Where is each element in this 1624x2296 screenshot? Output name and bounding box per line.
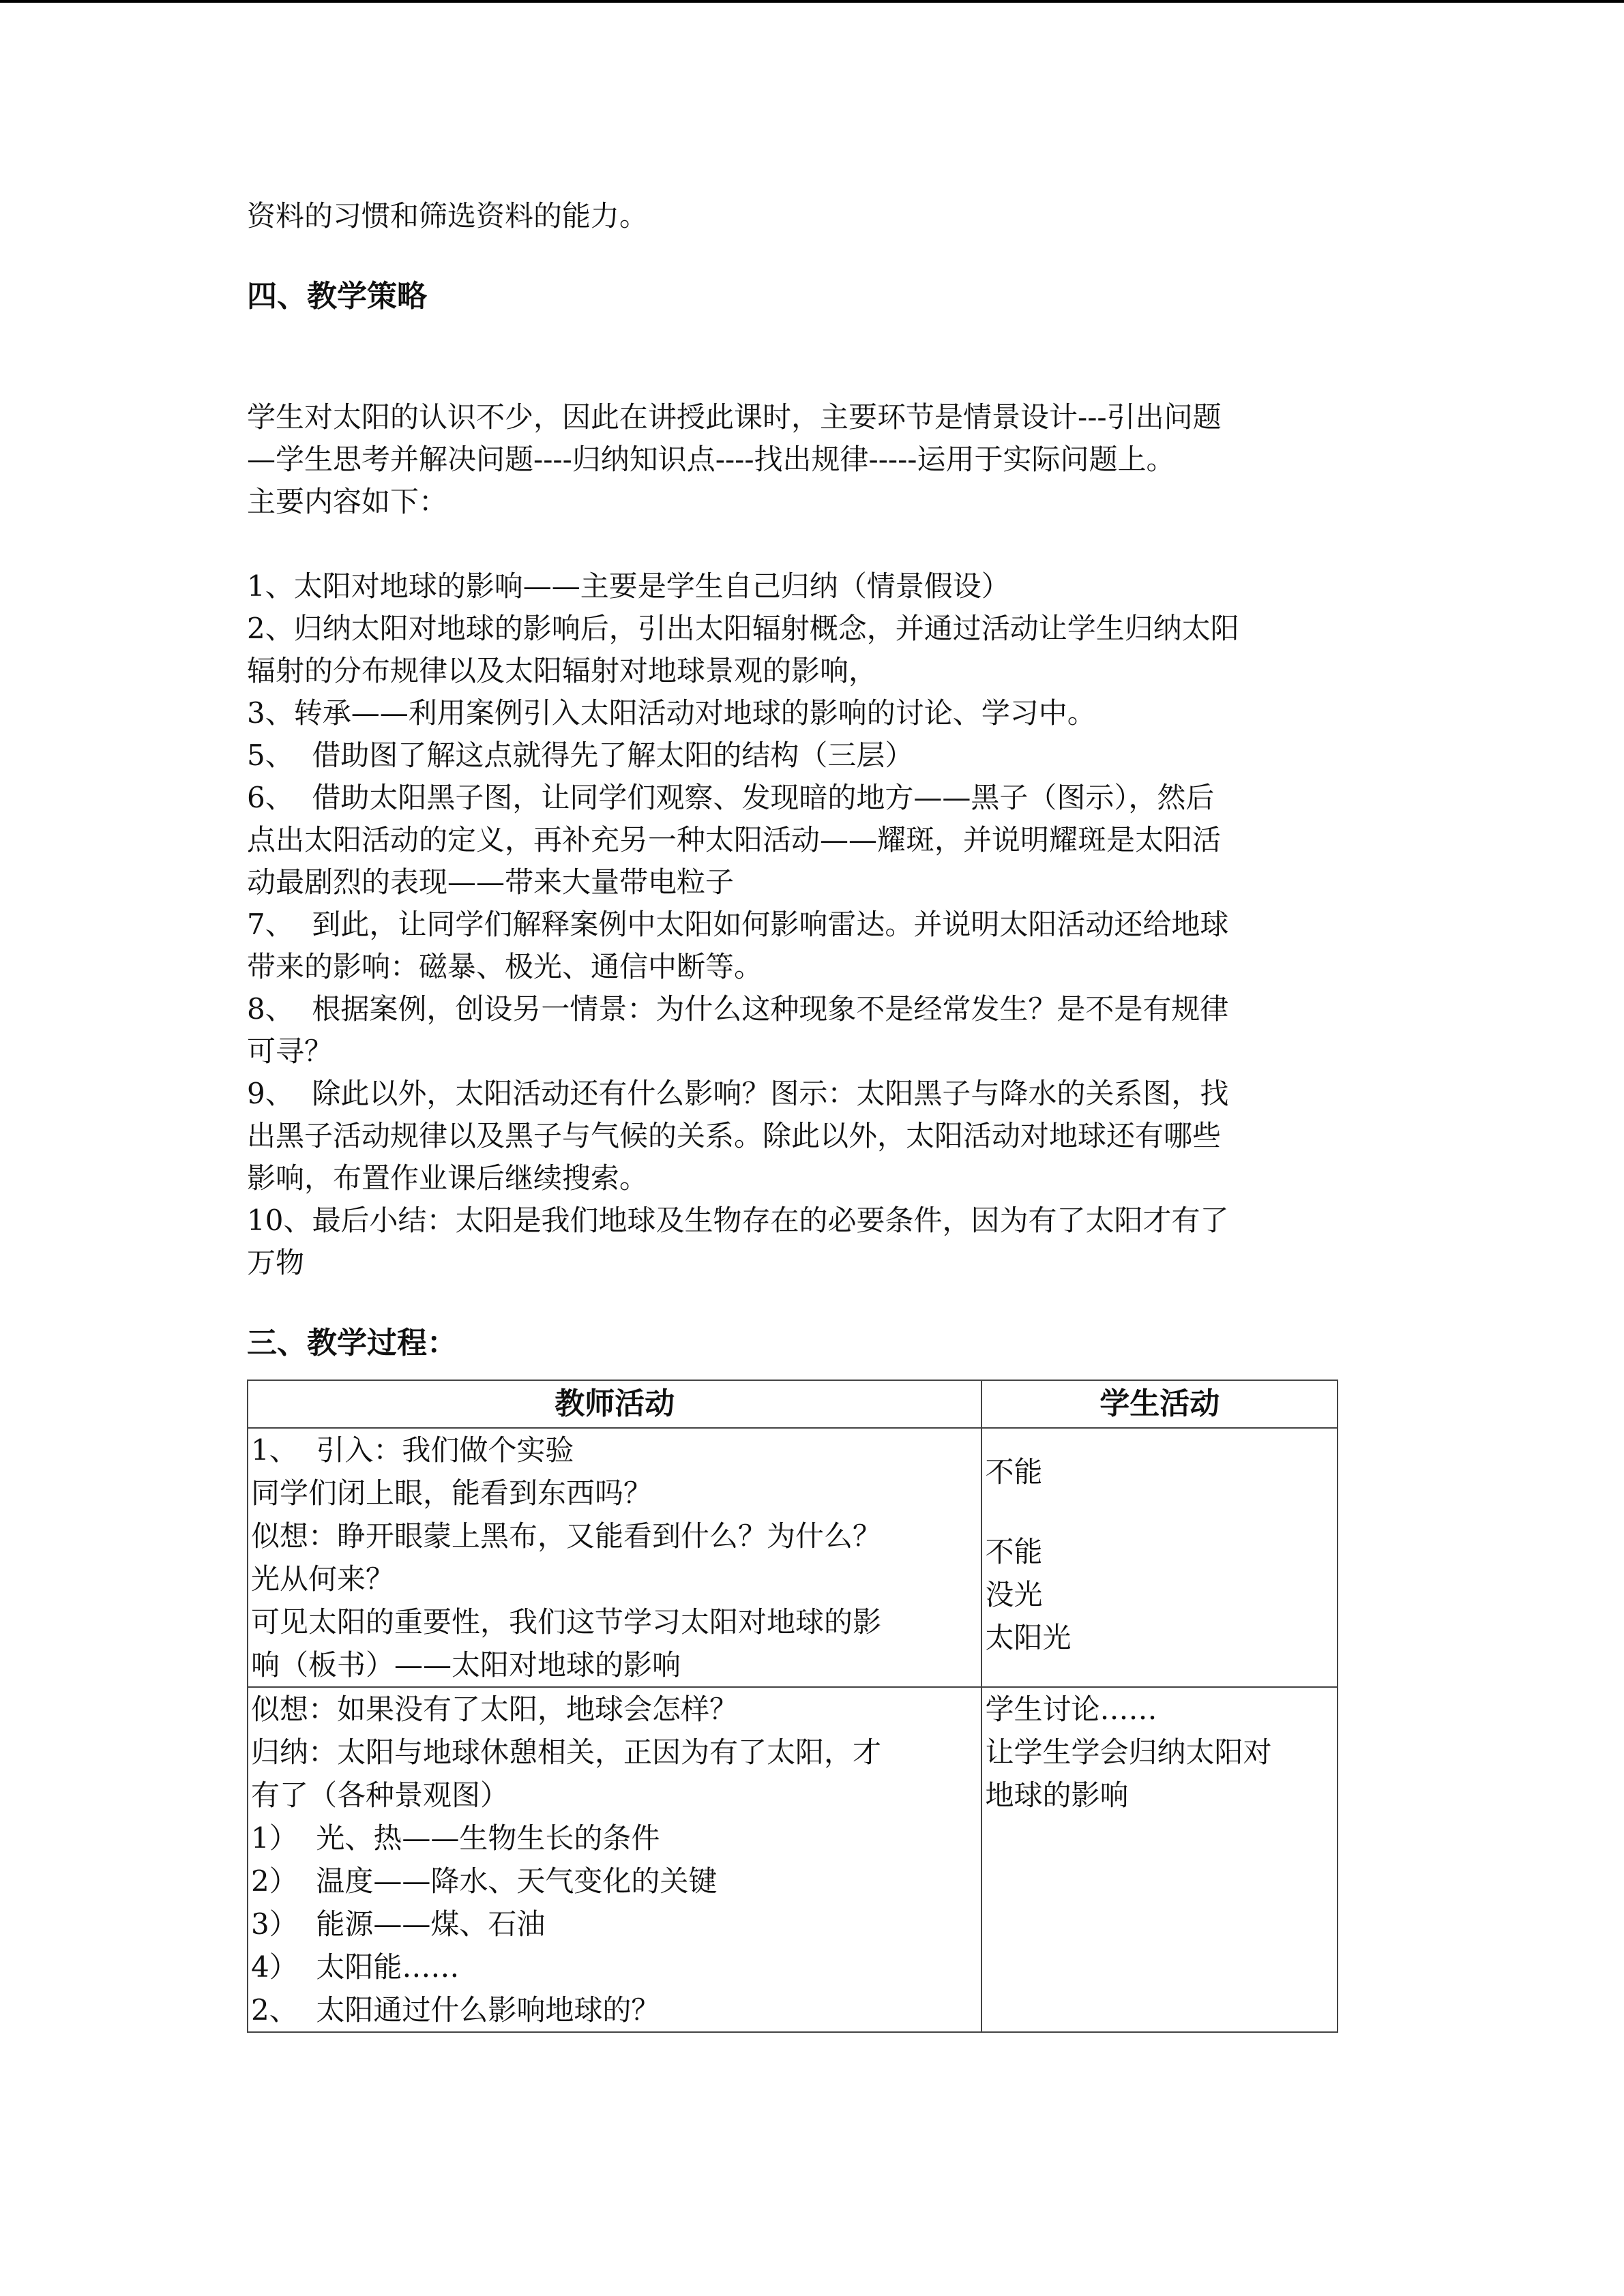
list-item	[247, 904, 1393, 988]
cell-line: 不能	[985, 1455, 1043, 1489]
list-item	[247, 608, 1393, 692]
cell-line: 3） 能源——煤、石油	[251, 1907, 546, 1941]
list-item-line: 万物	[247, 1246, 305, 1279]
table-row	[248, 1428, 1338, 1687]
strategy-list	[247, 565, 1393, 1284]
cell-line: 有了（各种景观图）	[251, 1778, 510, 1812]
student-activity-cell	[981, 1428, 1338, 1687]
cell-line: 响（板书）——太阳对地球的影响	[251, 1648, 681, 1682]
list-item-line: 辐射的分布规律以及太阳辐射对地球景观的影响，	[247, 654, 878, 687]
teaching-process-table	[247, 1380, 1338, 2033]
page-top-border	[0, 0, 1624, 3]
list-item-line: 1、太阳对地球的影响——主要是学生自己归纳（情景假设）	[247, 569, 1010, 603]
list-item-line: 点出太阳活动的定义，再补充另一种太阳活动——耀斑，并说明耀斑是太阳活	[247, 823, 1222, 856]
cell-line: 似想：如果没有了太阳，地球会怎样？	[251, 1693, 739, 1726]
strategy-line: 主要内容如下：	[247, 485, 448, 518]
list-item-line: 2、归纳太阳对地球的影响后，引出太阳辐射概念，并通过活动让学生归纳太阳	[247, 612, 1239, 645]
strategy-line: —学生思考并解决问题----归纳知识点----找出规律-----运用于实际问题上。	[247, 443, 1175, 476]
list-item-line: 可寻？	[247, 1034, 334, 1068]
cell-line: 地球的影响	[985, 1778, 1129, 1812]
student-activity-cell	[981, 1687, 1338, 2032]
list-item	[247, 1073, 1393, 1199]
cell-line: 可见太阳的重要性，我们这节学习太阳对地球的影	[251, 1605, 882, 1639]
cell-line: 没光	[985, 1578, 1043, 1611]
list-item-line: 10、最后小结：太阳是我们地球及生物存在的必要条件，因为有了太阳才有了	[247, 1204, 1229, 1237]
cell-line: 同学们闭上眼，能看到东西吗？	[251, 1476, 653, 1510]
cell-line: 1） 光、热——生物生长的条件	[251, 1821, 660, 1855]
list-item-line: 6、 借助太阳黑子图，让同学们观察、发现暗的地方——黑子（图示），然后	[247, 781, 1215, 814]
cell-line: 4） 太阳能……	[251, 1950, 460, 1984]
list-item-line: 7、 到此，让同学们解释案例中太阳如何影响雷达。并说明太阳活动还给地球	[247, 908, 1229, 941]
list-item	[247, 1199, 1393, 1284]
list-item	[247, 777, 1393, 904]
section-three-heading: 三、教学过程：	[247, 1326, 457, 1360]
list-item	[247, 734, 1393, 777]
table-row	[248, 1687, 1338, 2032]
student-activity-header: 学生活动	[981, 1380, 1338, 1428]
document-page	[247, 195, 1393, 2033]
teacher-activity-header: 教师活动	[248, 1380, 981, 1428]
teacher-activity-cell	[248, 1428, 981, 1687]
cell-line: 2） 温度——降水、天气变化的关键	[251, 1864, 718, 1898]
cell-line: 学生讨论……	[985, 1693, 1157, 1726]
strategy-paragraph	[247, 396, 1393, 523]
cell-line: 不能	[985, 1535, 1043, 1568]
teacher-activity-cell	[248, 1687, 981, 2032]
list-item	[247, 692, 1393, 734]
cell-line: 太阳光	[985, 1621, 1072, 1654]
list-item-line: 8、 根据案例，创设另一情景：为什么这种现象不是经常发生？是不是有规律	[247, 992, 1229, 1026]
cell-line: 让学生学会归纳太阳对	[985, 1735, 1272, 1769]
list-item-line: 5、 借助图了解这点就得先了解太阳的结构（三层）	[247, 739, 914, 772]
cell-line: 2、 太阳通过什么影响地球的？	[251, 1993, 660, 2027]
intro-fragment: 资料的习惯和筛选资料的能力。	[247, 199, 649, 233]
list-item	[247, 565, 1393, 608]
list-item-line: 3、转承——利用案例引入太阳活动对地球的影响的讨论、学习中。	[247, 696, 1096, 730]
list-item-line: 出黑子活动规律以及黑子与气候的关系。除此以外，太阳活动对地球还有哪些	[247, 1119, 1222, 1152]
cell-line: 1、 引入：我们做个实验	[251, 1433, 574, 1467]
list-item-line: 带来的影响：磁暴、极光、通信中断等。	[247, 950, 763, 983]
strategy-line: 学生对太阳的认识不少，因此在讲授此课时，主要环节是情景设计---引出问题	[247, 400, 1222, 434]
list-item-line: 9、 除此以外，太阳活动还有什么影响？图示：太阳黑子与降水的关系图，找	[247, 1077, 1229, 1110]
cell-line: 归纳：太阳与地球休憩相关，正因为有了太阳，才	[251, 1735, 882, 1769]
section-four-heading: 四、教学策略	[247, 279, 427, 314]
list-item-line: 动最剧烈的表现——带来大量带电粒子	[247, 865, 735, 899]
cell-line: 光从何来？	[251, 1562, 395, 1596]
table-header-row	[248, 1380, 1338, 1428]
list-item-line: 影响，布置作业课后继续搜索。	[247, 1161, 649, 1195]
list-item	[247, 988, 1393, 1073]
cell-line: 似想：睁开眼蒙上黑布，又能看到什么？为什么？	[251, 1519, 882, 1553]
